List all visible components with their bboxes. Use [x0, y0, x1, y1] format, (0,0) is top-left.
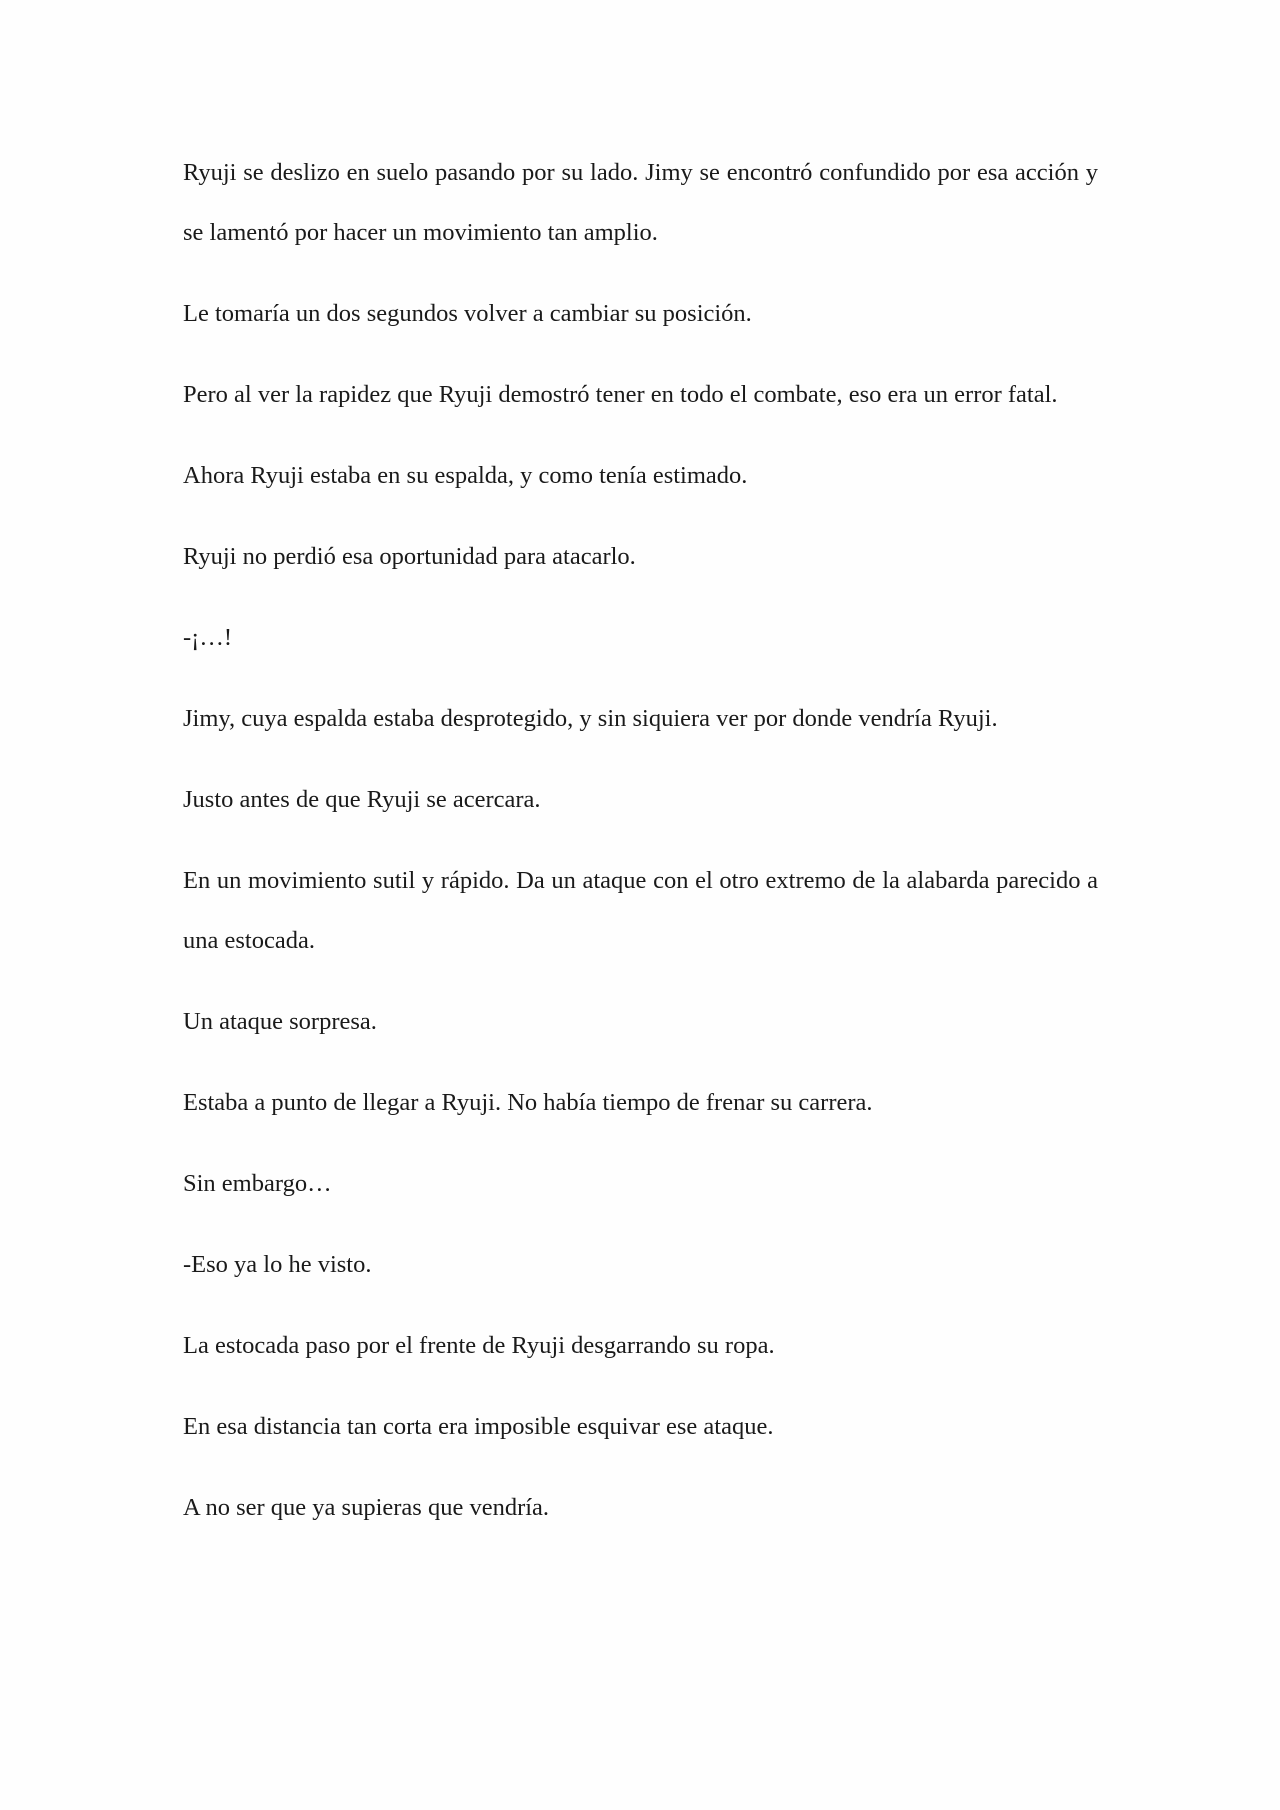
paragraph: -¡…!	[183, 624, 232, 651]
paragraph: Pero al ver la rapidez que Ryuji demostró tener en todo el combate, eso era un error fatal.	[183, 381, 1058, 408]
paragraph: Ryuji se deslizo en suelo pasando por su lado. Jimy se encontró confundido por esa acción y se lamentó por hacer un movimiento tan amplio.	[183, 159, 1098, 246]
paragraph: Le tomaría un dos segundos volver a cambiar su posición.	[183, 300, 752, 327]
paragraph: Estaba a punto de llegar a Ryuji. No había tiempo de frenar su carrera.	[183, 1089, 873, 1116]
paragraph: En un movimiento sutil y rápido. Da un ataque con el otro extremo de la alabarda parecido a una estocada.	[183, 867, 1098, 954]
paragraph: Ryuji no perdió esa oportunidad para atacarlo.	[183, 543, 636, 570]
paragraph: -Eso ya lo he visto.	[183, 1251, 372, 1278]
paragraph: Jimy, cuya espalda estaba desprotegido, y sin siquiera ver por donde vendría Ryuji.	[183, 705, 998, 732]
paragraph: Ahora Ryuji estaba en su espalda, y como tenía estimado.	[183, 462, 748, 489]
paragraph: En esa distancia tan corta era imposible esquivar ese ataque.	[183, 1413, 774, 1440]
paragraph: A no ser que ya supieras que vendría.	[183, 1494, 550, 1521]
paragraph: Sin embargo…	[183, 1170, 332, 1197]
paragraph: Justo antes de que Ryuji se acercara.	[183, 786, 541, 813]
paragraph: La estocada paso por el frente de Ryuji desgarrando su ropa.	[183, 1332, 775, 1359]
paragraph: Un ataque sorpresa.	[183, 1008, 377, 1035]
document-body	[183, 143, 1098, 1559]
